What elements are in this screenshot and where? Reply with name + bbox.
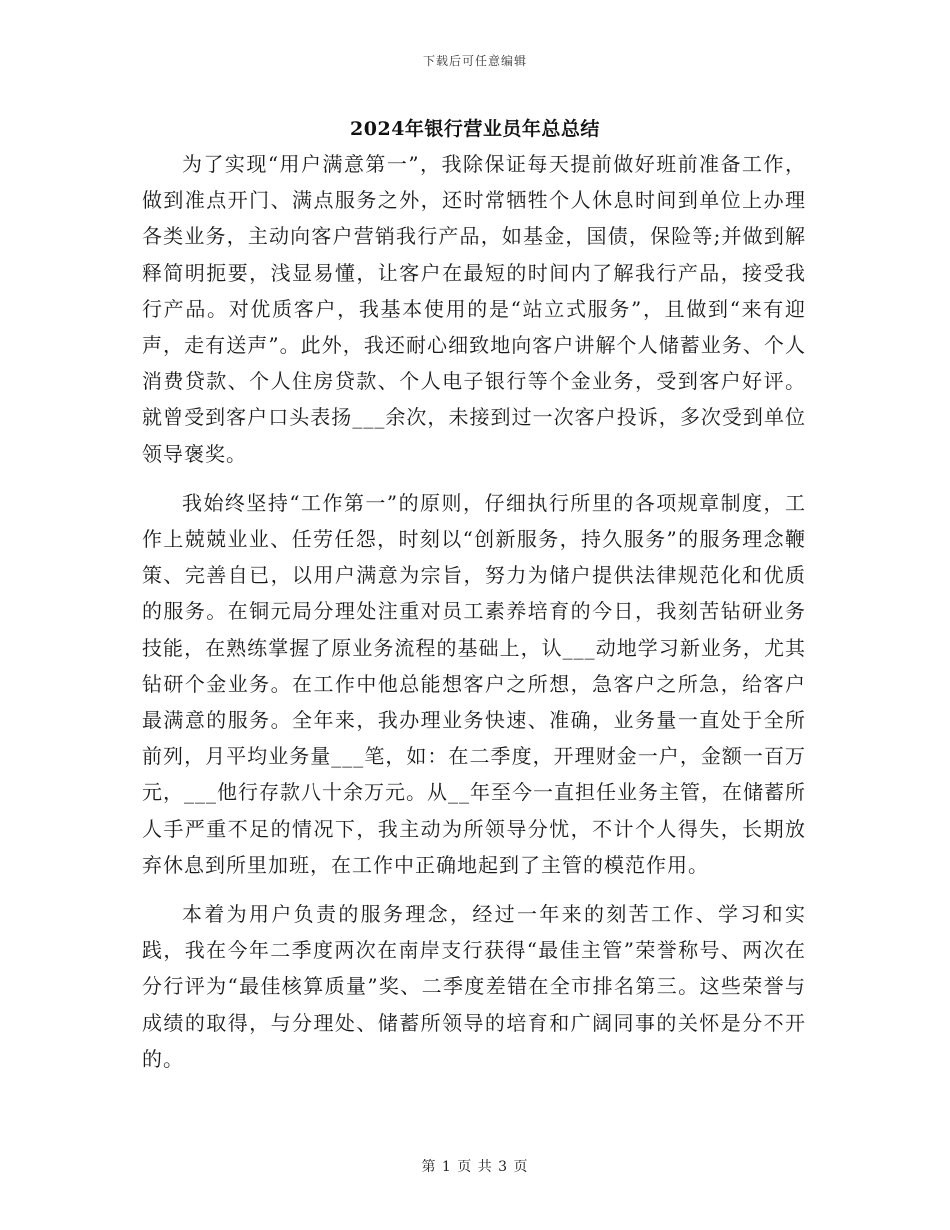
paragraph-3: 本着为用户负责的服务理念，经过一年来的刻苦工作、学习和实践，我在今年二季度两次在南岸支行获得“最佳主管”荣誉称号、两次在分行评为“最佳核算质量”奖、二季度差错在全市排名第三。这些荣誉与成绩的取得，与分理处、储蓄所领导的培育和广阔同事的关怀是分不开的。 <box>142 902 806 1071</box>
paragraph-2: 我始终坚持“工作第一”的原则，仔细执行所里的各项规章制度，工作上兢兢业业、任劳任怨，时刻以“创新服务，持久服务”的服务理念鞭策、完善自已，以用户满意为宗旨，努力为储户提供法律规范化和优质的服务。在铜元局分理处注重对员工素养培育的今日，我刻苦钻研业务技能，在熟练掌握了原业务流程的基础上，认___动地学习新业务，尤其钻研个金业务。在工作中他总能想客户之所想，急客户之所急，给客户最满意的服务。全年来，我办理业务快速、准确，业务量一直处于全所前列，月平均业务量___笔，如：在二季度，开理财金一户，金额一百万元，___他行存款八十余万元。从__年至今一直担任业务主管，在储蓄所人手严重不足的情况下，我主动为所领导分忧，不计个人得失，长期放弃休息到所里加班，在工作中正确地起到了主管的模范作用。 <box>142 490 806 877</box>
page-number: 第 1 页 共 3 页 <box>421 1159 529 1175</box>
header-note: 下载后可任意编辑 <box>422 54 527 68</box>
document-body <box>142 146 806 1090</box>
paragraph-1: 为了实现“用户满意第一”，我除保证每天提前做好班前准备工作，做到准点开门、满点服务之外，还时常牺牲个人休息时间到单位上办理各类业务，主动向客户营销我行产品，如基金，国债，保险等;并做到解释简明扼要，浅显易懂，让客户在最短的时间内了解我行产品，接受我行产品。对优质客户，我基本使用的是“站立式服务”，且做到“来有迎声，走有送声”。此外，我还耐心细致地向客户讲解个人储蓄业务、个人消费贷款、个人住房贷款、个人电子银行等个金业务，受到客户好评。就曾受到客户口头表扬___余次，未接到过一次客户投诉，多次受到单位领导褒奖。 <box>142 152 806 466</box>
document-title: 2024年银行营业员年总总结 <box>350 118 600 140</box>
